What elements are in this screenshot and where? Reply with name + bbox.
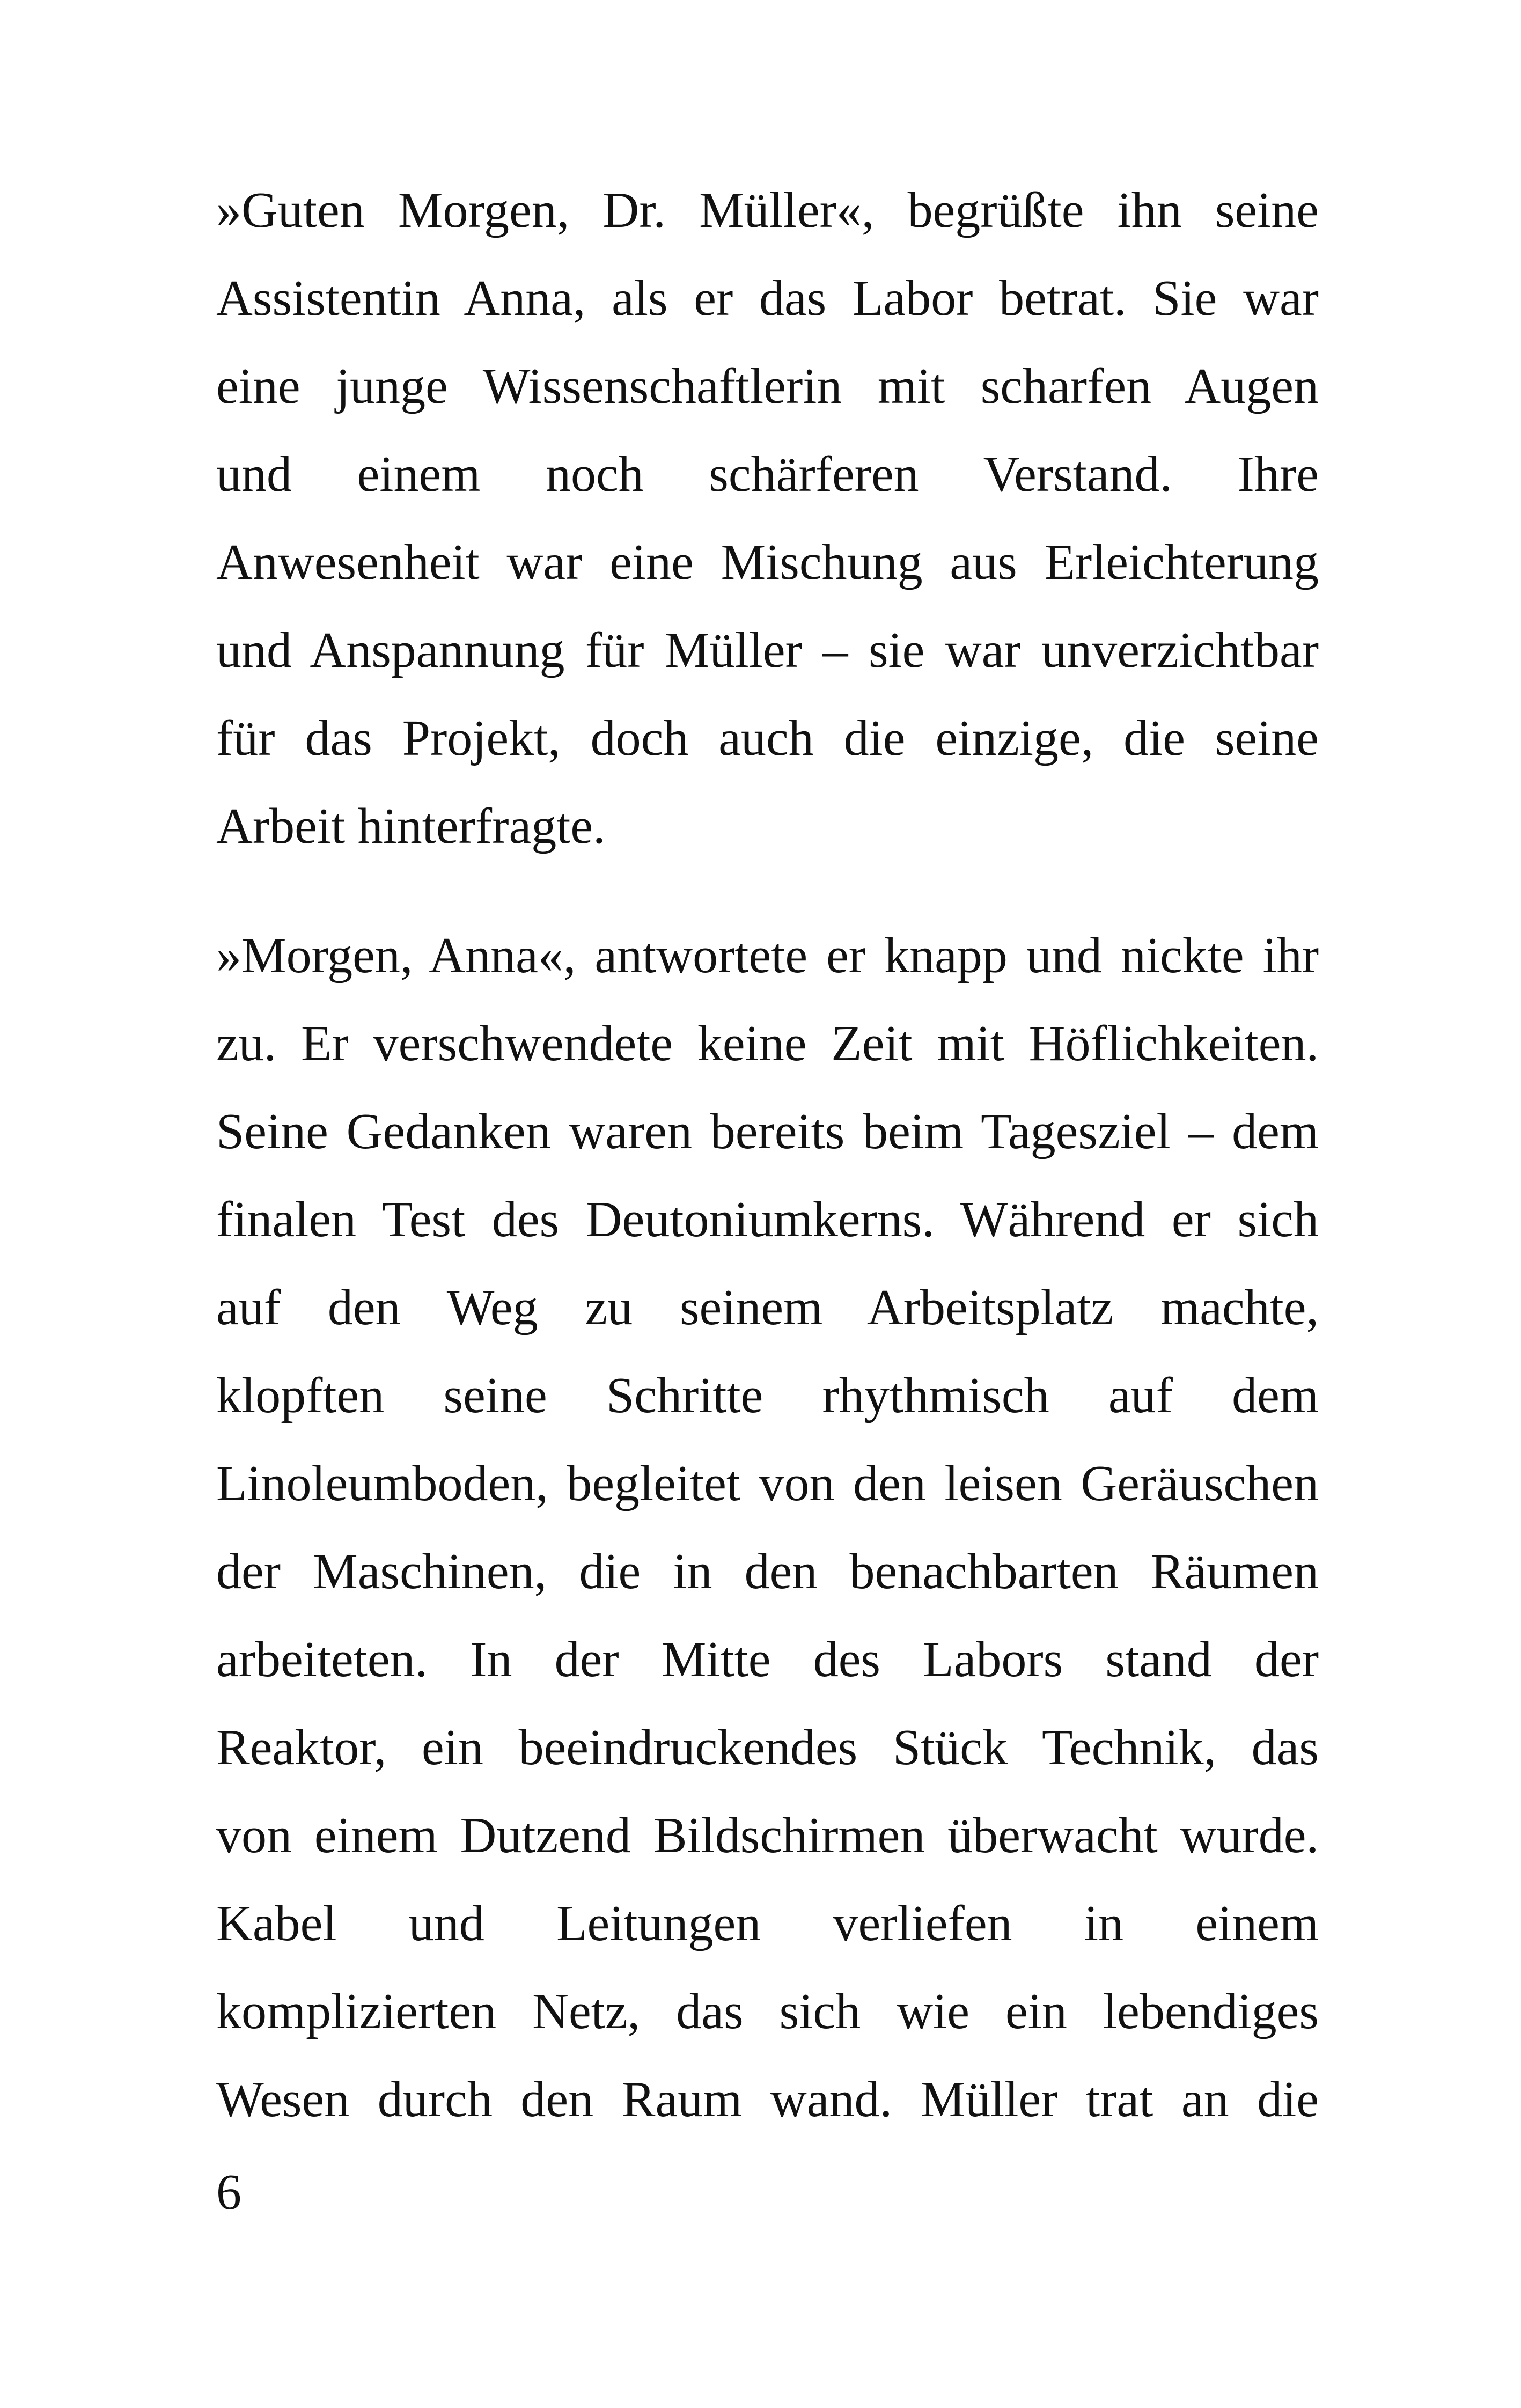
text-line: für das Projekt, doch auch die einzige, die seine	[216, 710, 1319, 766]
paragraph	[216, 166, 1319, 870]
text-line: Reaktor, ein beeindruckendes Stück Technik, das	[216, 1720, 1319, 1775]
text-line: auf den Weg zu seinem Arbeitsplatz machte,	[216, 1280, 1319, 1335]
text-line: Seine Gedanken waren bereits beim Tagesziel – dem	[216, 1104, 1319, 1159]
text-line: Assistentin Anna, als er das Labor betrat. Sie war	[216, 270, 1319, 326]
text-line: eine junge Wissenschaftlerin mit scharfen Augen	[216, 358, 1319, 414]
page-number: 6	[216, 2164, 241, 2220]
text-line: von einem Dutzend Bildschirmen überwacht wurde.	[216, 1808, 1319, 1863]
text-line: klopften seine Schritte rhythmisch auf dem	[216, 1368, 1319, 1423]
text-line: Kabel und Leitungen verliefen in einem	[216, 1896, 1319, 1951]
text-line: Wesen durch den Raum wand. Müller trat an die	[216, 2072, 1319, 2127]
text-line: und Anspannung für Müller – sie war unverzichtbar	[216, 622, 1319, 678]
text-line: »Guten Morgen, Dr. Müller«, begrüßte ihn seine	[216, 182, 1319, 238]
text-line: und einem noch schärferen Verstand. Ihre	[216, 446, 1319, 502]
body-text	[216, 166, 1319, 2143]
text-line: Linoleumboden, begleitet von den leisen Geräuschen	[216, 1456, 1319, 1511]
text-line: zu. Er verschwendete keine Zeit mit Höflichkeiten.	[216, 1016, 1319, 1071]
text-line: arbeiteten. In der Mitte des Labors stand der	[216, 1632, 1319, 1687]
text-line: finalen Test des Deutoniumkerns. Während er sich	[216, 1192, 1319, 1247]
text-line: Arbeit hinterfragte.	[216, 798, 606, 854]
text-line: Anwesenheit war eine Mischung aus Erleichterung	[216, 534, 1319, 590]
text-line: komplizierten Netz, das sich wie ein lebendiges	[216, 1984, 1319, 2039]
text-line: der Maschinen, die in den benachbarten Räumen	[216, 1544, 1319, 1599]
text-line: »Morgen, Anna«, antwortete er knapp und nickte ihr	[216, 928, 1319, 983]
paragraph	[216, 912, 1319, 2143]
